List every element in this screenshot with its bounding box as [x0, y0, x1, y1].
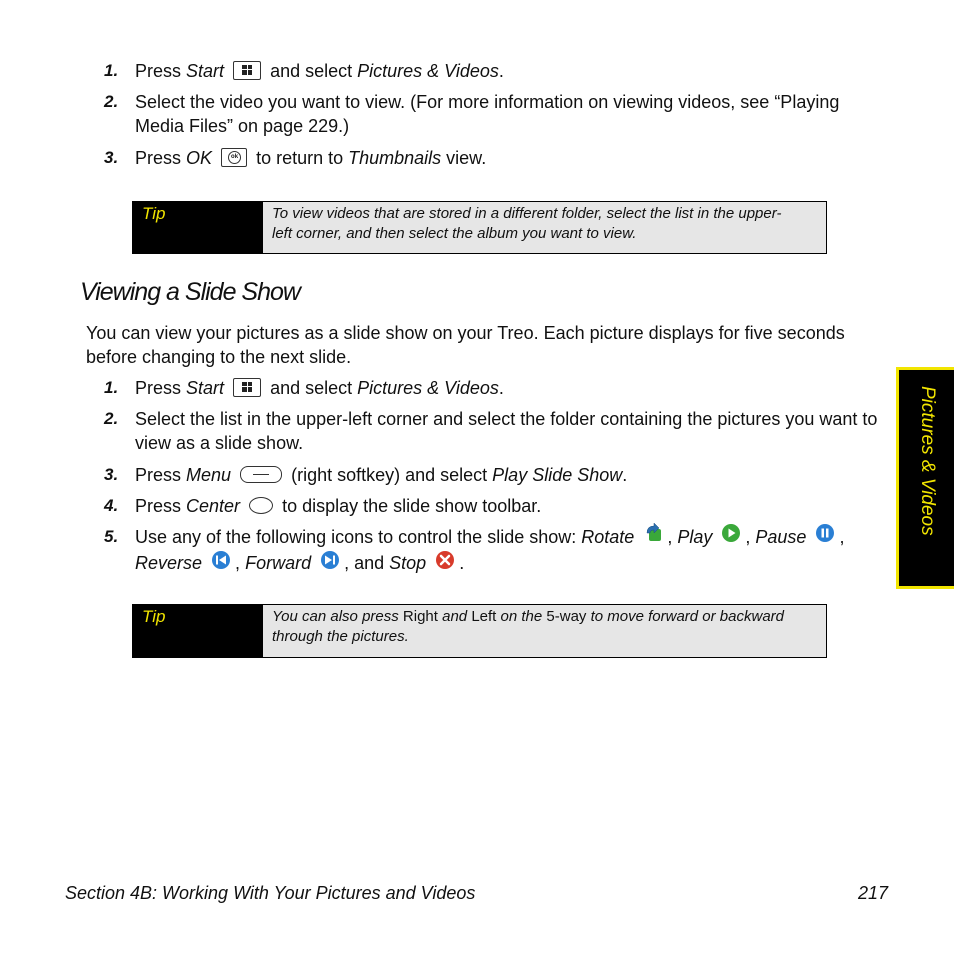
step-number: 3. — [104, 465, 119, 484]
section-heading: Viewing a Slide Show — [80, 278, 300, 306]
tip-label: Tip — [133, 605, 263, 657]
windows-start-icon — [233, 378, 261, 397]
step-number: 1. — [104, 61, 119, 80]
chapter-side-tab-label: Pictures & Videos — [917, 386, 938, 536]
step-text: Press Start and select Pictures & Videos. — [135, 378, 504, 398]
play-icon — [721, 523, 741, 549]
intro-paragraph: You can view your pictures as a slide show on your Treo. Each picture displays for five seconds before changing to the next slide. — [86, 323, 845, 367]
step-number: 2. — [104, 92, 119, 111]
center-button-icon — [249, 497, 273, 514]
step-number: 4. — [104, 496, 119, 515]
tip-text: You can also press Right and Left on the 5-way to move forward or backward through the pictures. — [272, 608, 784, 645]
step-text: Press OK ok to return to Thumbnails view. — [135, 148, 487, 168]
footer-section-title: Section 4B: Working With Your Pictures and Videos — [65, 883, 476, 903]
step-text: Select the video you want to view. (For more information on viewing videos, see “Playing Media Files” on page 229.) — [135, 92, 840, 136]
pause-icon — [815, 523, 835, 549]
chapter-side-tab — [896, 367, 954, 589]
step-text: Press Menu (right softkey) and select Play Slide Show. — [135, 465, 628, 485]
step-number: 2. — [104, 409, 119, 428]
step-text: Press Start and select Pictures & Videos. — [135, 61, 504, 81]
ok-button-icon: ok — [221, 148, 247, 167]
step-number: 3. — [104, 148, 119, 167]
step-number: 1. — [104, 378, 119, 397]
rotate-icon — [643, 523, 663, 549]
stop-icon — [435, 550, 455, 576]
page-number: 217 — [857, 883, 888, 903]
menu-softkey-icon — [240, 466, 282, 483]
tip-box — [132, 201, 827, 254]
forward-icon — [320, 550, 340, 576]
windows-start-icon — [233, 61, 261, 80]
tip-text: To view videos that are stored in a different folder, select the list in the upper-left corner, and then select the album you want to view. — [272, 205, 782, 242]
tip-label: Tip — [133, 202, 263, 253]
step-number: 5. — [104, 527, 119, 546]
step-text: Press Center to display the slide show toolbar. — [135, 496, 542, 516]
reverse-icon — [211, 550, 231, 576]
tip-box — [132, 604, 827, 658]
step-text: Use any of the following icons to control the slide show: Rotate , Play , Pause , Reverse , Forward , and Stop . — [135, 525, 884, 578]
step-text: Select the list in the upper-left corner and select the folder containing the pictures you want to view as a slide show. — [135, 409, 878, 453]
